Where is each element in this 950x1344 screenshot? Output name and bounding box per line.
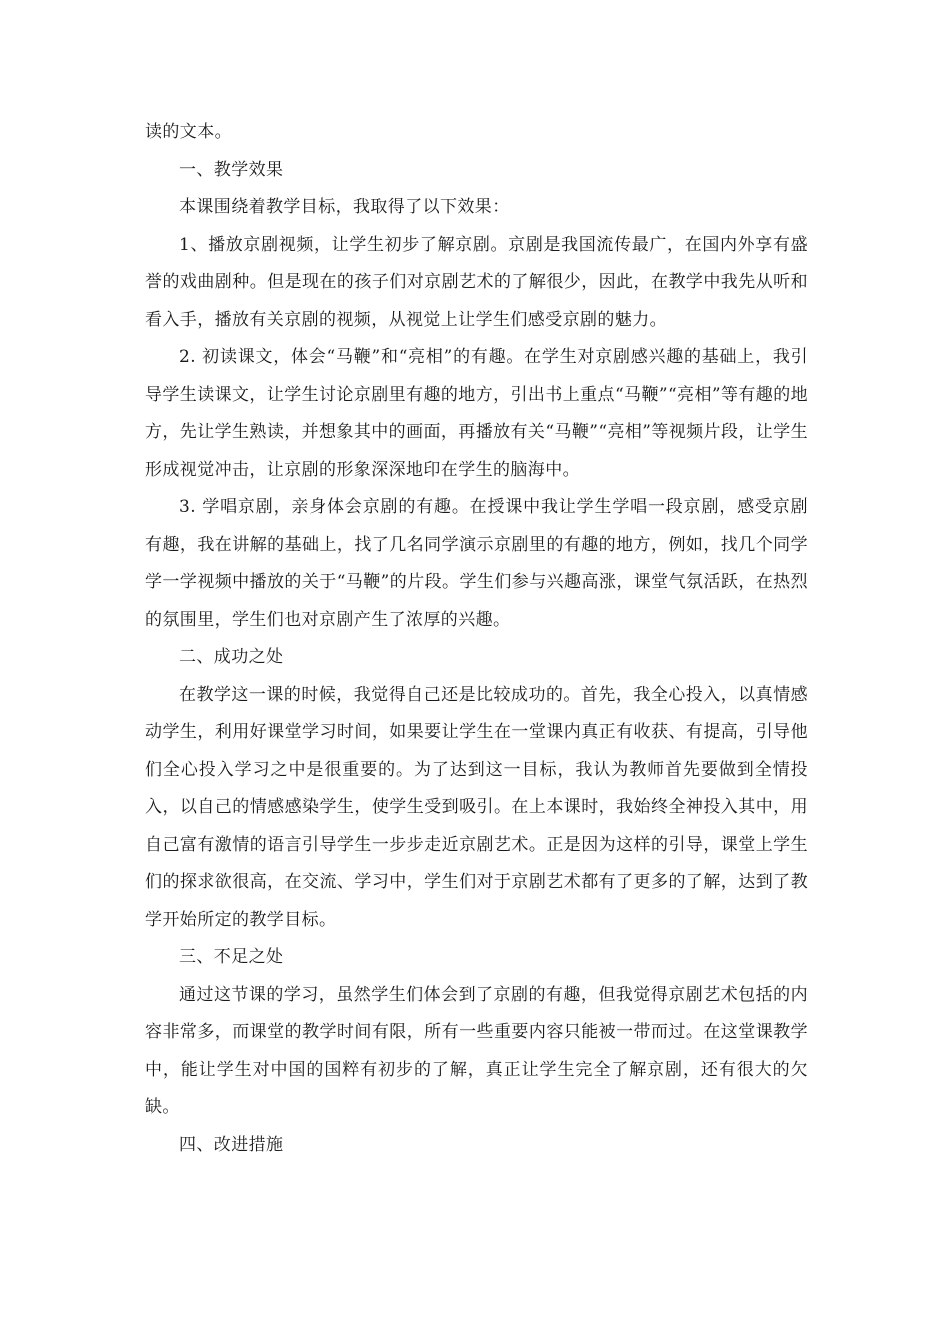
paragraph-successes: 在教学这一课的时候，我觉得自己还是比较成功的。首先，我全心投入，以真情感动学生，利用好课堂学习时间，如果要让学生在一堂课内真正有收获、有提高，引导他们全心投入学习之中是很重要的。为了达到这一目标，我认为教师首先要做到全情投入，以自己的情感感染学生，使学生受到吸引。在上本课时，我始终全神投入其中，用自己富有激情的语言引导学生一步步走近京剧艺术。正是因为这样的引导，课堂上学生们的探求欲很高，在交流、学习中，学生们对于京剧艺术都有了更多的了解，达到了教学开始所定的教学目标。	[145, 684, 808, 930]
section-heading-successes: 二、成功之处	[179, 647, 284, 667]
paragraph-point-3: 3. 学唱京剧，亲身体会京剧的有趣。在授课中我让学生学唱一段京剧，感受京剧有趣，我在讲解的基础上，找了几名同学演示京剧里的有趣的地方，例如，找几个同学学一学视频中播放的关于“马鞭”的片段。学生们参与兴趣高涨，课堂气氛活跃，在热烈的氛围里，学生们也对京剧产生了浓厚的兴趣。	[145, 497, 808, 630]
paragraph-point-2: 2. 初读课文，体会“马鞭”和“亮相”的有趣。在学生对京剧感兴趣的基础上，我引导学生读课文，让学生讨论京剧里有趣的地方，引出书上重点“马鞭”“亮相”等有趣的地方，先让学生熟读，并想象其中的画面，再播放有关“马鞭”“亮相”等视频片段，让学生形成视觉冲击，让京剧的形象深深地印在学生的脑海中。	[145, 347, 808, 480]
paragraph-shortcomings: 通过这节课的学习，虽然学生们体会到了京剧的有趣，但我觉得京剧艺术包括的内容非常多，而课堂的教学时间有限，所有一些重要内容只能被一带而过。在这堂课教学中，能让学生对中国的国粹有初步的了解，真正让学生完全了解京剧，还有很大的欠缺。	[145, 984, 808, 1117]
paragraph-point-1: 1、播放京剧视频，让学生初步了解京剧。京剧是我国流传最广，在国内外享有盛誉的戏曲剧种。但是现在的孩子们对京剧艺术的了解很少，因此，在教学中我先从听和看入手，播放有关京剧的视频，从视觉上让学生们感受京剧的魅力。	[145, 234, 808, 330]
section-heading-teaching-effect: 一、教学效果	[179, 159, 284, 180]
document-body	[145, 114, 808, 1164]
paragraph-intro: 本课围绕着教学目标，我取得了以下效果：	[179, 197, 510, 217]
section-heading-shortcomings: 三、不足之处	[179, 947, 284, 967]
section-heading-improvements: 四、改进措施	[179, 1134, 284, 1155]
paragraph-continuation: 读的文本。	[145, 122, 232, 142]
